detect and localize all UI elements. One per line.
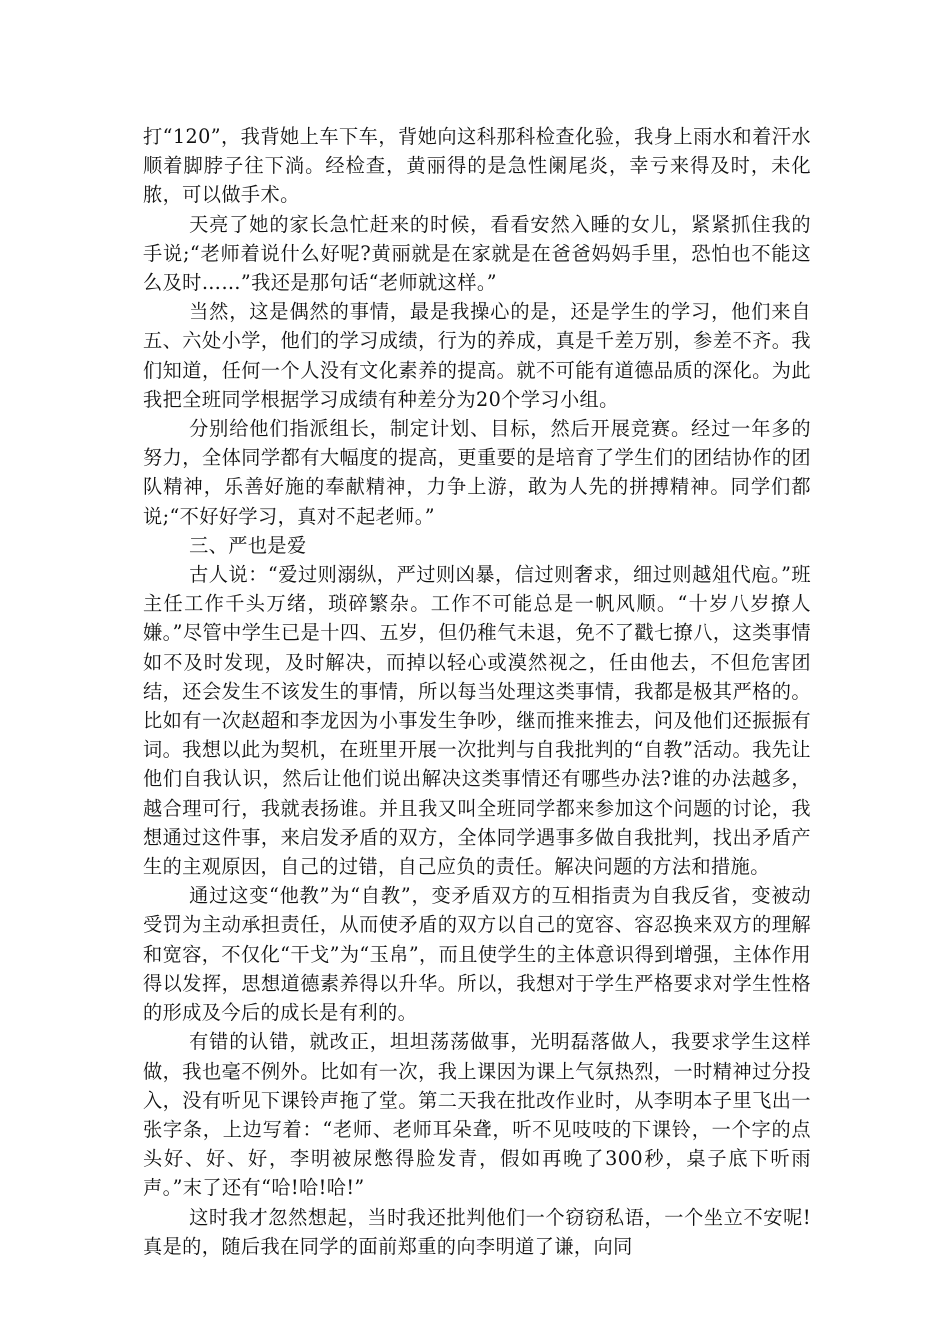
paragraph-1: 打“120”，我背她上车下车，背她向这科那科检查化验，我身上雨水和着汗水顺着脚脖子往下淌。经检查，黄丽得的是急性阑尾炎，幸亏来得及时，未化脓，可以做手术。 (143, 125, 811, 207)
paragraph-6: 通过这变“他教”为“自教”，变矛盾双方的互相指责为自我反省，变被动受罚为主动承担责任，从而使矛盾的双方以自己的宽容、容忍换来双方的理解和宽容，不仅化“干戈”为“玉帛”，而且使学生的主体意识得到增强，主体作用得以发挥，思想道德素养得以升华。所以，我想对于学生严格要求对学生性格的形成及今后的成长是有利的。 (143, 884, 811, 1025)
paragraph-7: 有错的认错，就改正，坦坦荡荡做事，光明磊落做人，我要求学生这样做，我也毫不例外。比如有一次，我上课因为课上气氛热烈，一时精神过分投入，没有听见下课铃声拖了堂。第二天我在批改作业时，从李明本子里飞出一张字条，上边写着：“老师、老师耳朵聋，听不见吱吱的下课铃，一个字的点头好、好、好，李明被尿憋得脸发青，假如再晚了300秒，桌子底下听雨声。”末了还有“哈!哈!哈!” (143, 1030, 811, 1200)
paragraph-3: 当然，这是偶然的事情，最是我操心的是，还是学生的学习，他们来自五、六处小学，他们的学习成绩，行为的养成，真是千差万别，参差不齐。我们知道，任何一个人没有文化素养的提高。就不可能有道德品质的深化。为此我把全班同学根据学习成绩有种差分为20个学习小组。 (143, 300, 811, 411)
section-heading: 三、严也是爱 (189, 533, 307, 557)
paragraph-4: 分别给他们指派组长，制定计划、目标，然后开展竞赛。经过一年多的努力，全体同学都有大幅度的提高，更重要的是培育了学生们的团结协作的团队精神，乐善好施的奉献精神，力争上游，敢为人先的拼搏精神。同学们都说;“不好好学习，真对不起老师。” (143, 417, 811, 528)
paragraph-5: 古人说：“爱过则溺纵，严过则凶暴，信过则奢求，细过则越俎代庖。”班主任工作千头万绪，琐碎繁杂。工作不可能总是一帆风顺。“十岁八岁撩人嫌。”尽管中学生已是十四、五岁，但仍稚气未退，免不了戳七撩八，这类事情如不及时发现，及时解决，而掉以轻心或漠然视之，任由他去，不但危害团结，还会发生不该发生的事情，所以每当处理这类事情，我都是极其严格的。比如有一次赵超和李龙因为小事发生争吵，继而推来推去，问及他们还振振有词。我想以此为契机，在班里开展一次批判与自我批判的“自教”活动。我先让他们自我认识，然后让他们说出解决这类事情还有哪些办法?谁的办法越多，越合理可行，我就表扬谁。并且我又叫全班同学都来参加这个问题的讨论，我想通过这件事，来启发矛盾的双方，全体同学遇事多做自我批判，找出矛盾产生的主观原因，自己的过错，自己应负的责任。解决问题的方法和措施。 (143, 563, 811, 879)
document-page (143, 122, 811, 1261)
paragraph-2: 天亮了她的家长急忙赶来的时候，看看安然入睡的女儿，紧紧抓住我的手说;“老师着说什么好呢?黄丽就是在家就是在爸爸妈妈手里，恐怕也不能这么及时……”我还是那句话“老师就这样。” (143, 212, 811, 295)
paragraph-8: 这时我才忽然想起，当时我还批判他们一个窃窃私语，一个坐立不安呢!真是的，随后我在同学的面前郑重的向李明道了谦，向同 (143, 1205, 811, 1258)
